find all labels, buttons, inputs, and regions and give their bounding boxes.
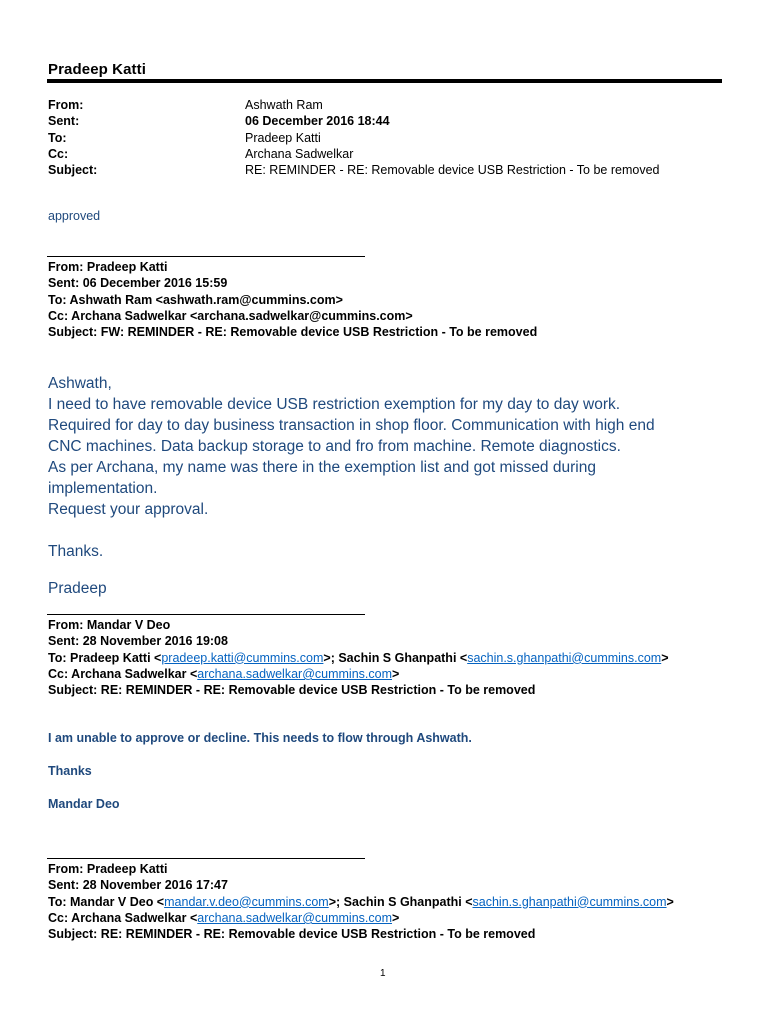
q2-sent-value: 28 November 2016 19:08 <box>79 634 228 649</box>
body-spacer <box>48 520 655 541</box>
q1-cc-value: Archana Sadwelkar <archana.sadwelkar@cummins.com> <box>68 308 413 323</box>
q3-to-prefix: Mandar V Deo < <box>66 894 165 909</box>
email-link-mandar[interactable]: mandar.v.deo@cummins.com <box>164 894 329 909</box>
q2-to-suffix: > <box>661 650 669 665</box>
header-subject-label: Subject: <box>48 163 98 178</box>
quote-separator <box>47 858 365 859</box>
quoted-header-2 <box>48 617 669 698</box>
quote-separator <box>47 256 365 257</box>
body-line: Request your approval. <box>48 501 209 518</box>
q3-to-mid: >; Sachin S Ghanpathi < <box>328 894 473 909</box>
q3-to-suffix: > <box>666 894 674 909</box>
q3-from-label: From: <box>48 862 84 876</box>
q2-to-mid: >; Sachin S Ghanpathi < <box>323 650 468 665</box>
q1-to-value: Ashwath Ram <ashwath.ram@cummins.com> <box>66 292 343 307</box>
quote-separator <box>47 614 365 615</box>
q3-to-label: To: <box>48 894 67 909</box>
signature-mandar: Mandar Deo <box>48 797 120 811</box>
header-from-label: From: <box>48 98 84 112</box>
q1-subject-value: FW: REMINDER - RE: Removable device USB Restriction - To be removed <box>97 325 538 340</box>
email-link-sachin[interactable]: sachin.s.ghanpathi@cummins.com <box>472 894 667 909</box>
email-link-archana[interactable]: archana.sadwelkar@cummins.com <box>197 666 392 681</box>
q3-subject-value: RE: REMINDER - RE: Removable device USB Restriction - To be removed <box>97 927 536 942</box>
q3-cc-suffix: > <box>391 910 400 925</box>
reply-text: approved <box>48 209 101 223</box>
q1-sent-label: Sent: <box>48 276 80 291</box>
q2-to-label: To: <box>48 650 67 665</box>
header-subject-value: RE: REMINDER - RE: Removable device USB Restriction - To be removed <box>245 163 660 178</box>
message-body-1 <box>48 373 655 562</box>
page-number: 1 <box>380 968 386 979</box>
email-link-pradeep[interactable]: pradeep.katti@cummins.com <box>161 650 324 665</box>
q2-cc-suffix: > <box>391 666 400 681</box>
title-rule <box>47 79 722 83</box>
q2-subject-value: RE: REMINDER - RE: Removable device USB Restriction - To be removed <box>97 683 536 698</box>
header-sent-label: Sent: <box>48 114 80 129</box>
document-owner-name: Pradeep Katti <box>48 61 146 78</box>
q1-to-label: To: <box>48 292 67 307</box>
q1-subject-label: Subject: <box>48 325 98 340</box>
q3-subject-label: Subject: <box>48 927 98 942</box>
email-link-archana[interactable]: archana.sadwelkar@cummins.com <box>197 910 392 925</box>
header-from-value: Ashwath Ram <box>245 98 323 112</box>
q2-sent-label: Sent: <box>48 634 80 649</box>
body-line: As per Archana, my name was there in the exemption list and got missed during <box>48 459 596 476</box>
header-to-value: Pradeep Katti <box>245 130 321 145</box>
q3-from-value: Pradeep Katti <box>83 862 168 876</box>
body-line: Required for day to day business transaction in shop floor. Communication with high end <box>48 417 655 434</box>
message-body-2-line: I am unable to approve or decline. This needs to flow through Ashwath. <box>48 731 472 745</box>
q1-from-label: From: <box>48 260 84 274</box>
q2-to-prefix: Pradeep Katti < <box>66 650 162 665</box>
header-to-label: To: <box>48 130 67 145</box>
body-line: I need to have removable device USB restriction exemption for my day to day work. <box>48 396 621 413</box>
quoted-header-1 <box>48 259 537 340</box>
body-line: implementation. <box>48 480 158 497</box>
q2-cc-prefix: Archana Sadwelkar < <box>68 666 198 681</box>
q3-sent-label: Sent: <box>48 878 80 893</box>
message-body-2-thanks: Thanks <box>48 764 92 778</box>
q2-cc-label: Cc: <box>48 666 69 681</box>
body-line: CNC machines. Data backup storage to and fro from machine. Remote diagnostics. <box>48 438 621 455</box>
header-cc-value: Archana Sadwelkar <box>245 146 354 161</box>
body-thanks: Thanks. <box>48 543 104 560</box>
q1-cc-label: Cc: <box>48 308 69 323</box>
q1-from-value: Pradeep Katti <box>83 260 168 274</box>
q3-cc-label: Cc: <box>48 910 69 925</box>
header-cc-label: Cc: <box>48 146 69 161</box>
body-greeting: Ashwath, <box>48 375 112 392</box>
email-link-sachin[interactable]: sachin.s.ghanpathi@cummins.com <box>467 650 662 665</box>
q2-subject-label: Subject: <box>48 683 98 698</box>
q3-sent-value: 28 November 2016 17:47 <box>79 878 228 893</box>
q3-cc-prefix: Archana Sadwelkar < <box>68 910 198 925</box>
q1-sent-value: 06 December 2016 15:59 <box>79 276 228 291</box>
header-sent-value: 06 December 2016 18:44 <box>245 114 390 129</box>
q2-from-value: Mandar V Deo <box>83 618 171 632</box>
q2-from-label: From: <box>48 618 84 632</box>
signature-pradeep: Pradeep <box>48 580 107 597</box>
quoted-header-3 <box>48 861 674 942</box>
